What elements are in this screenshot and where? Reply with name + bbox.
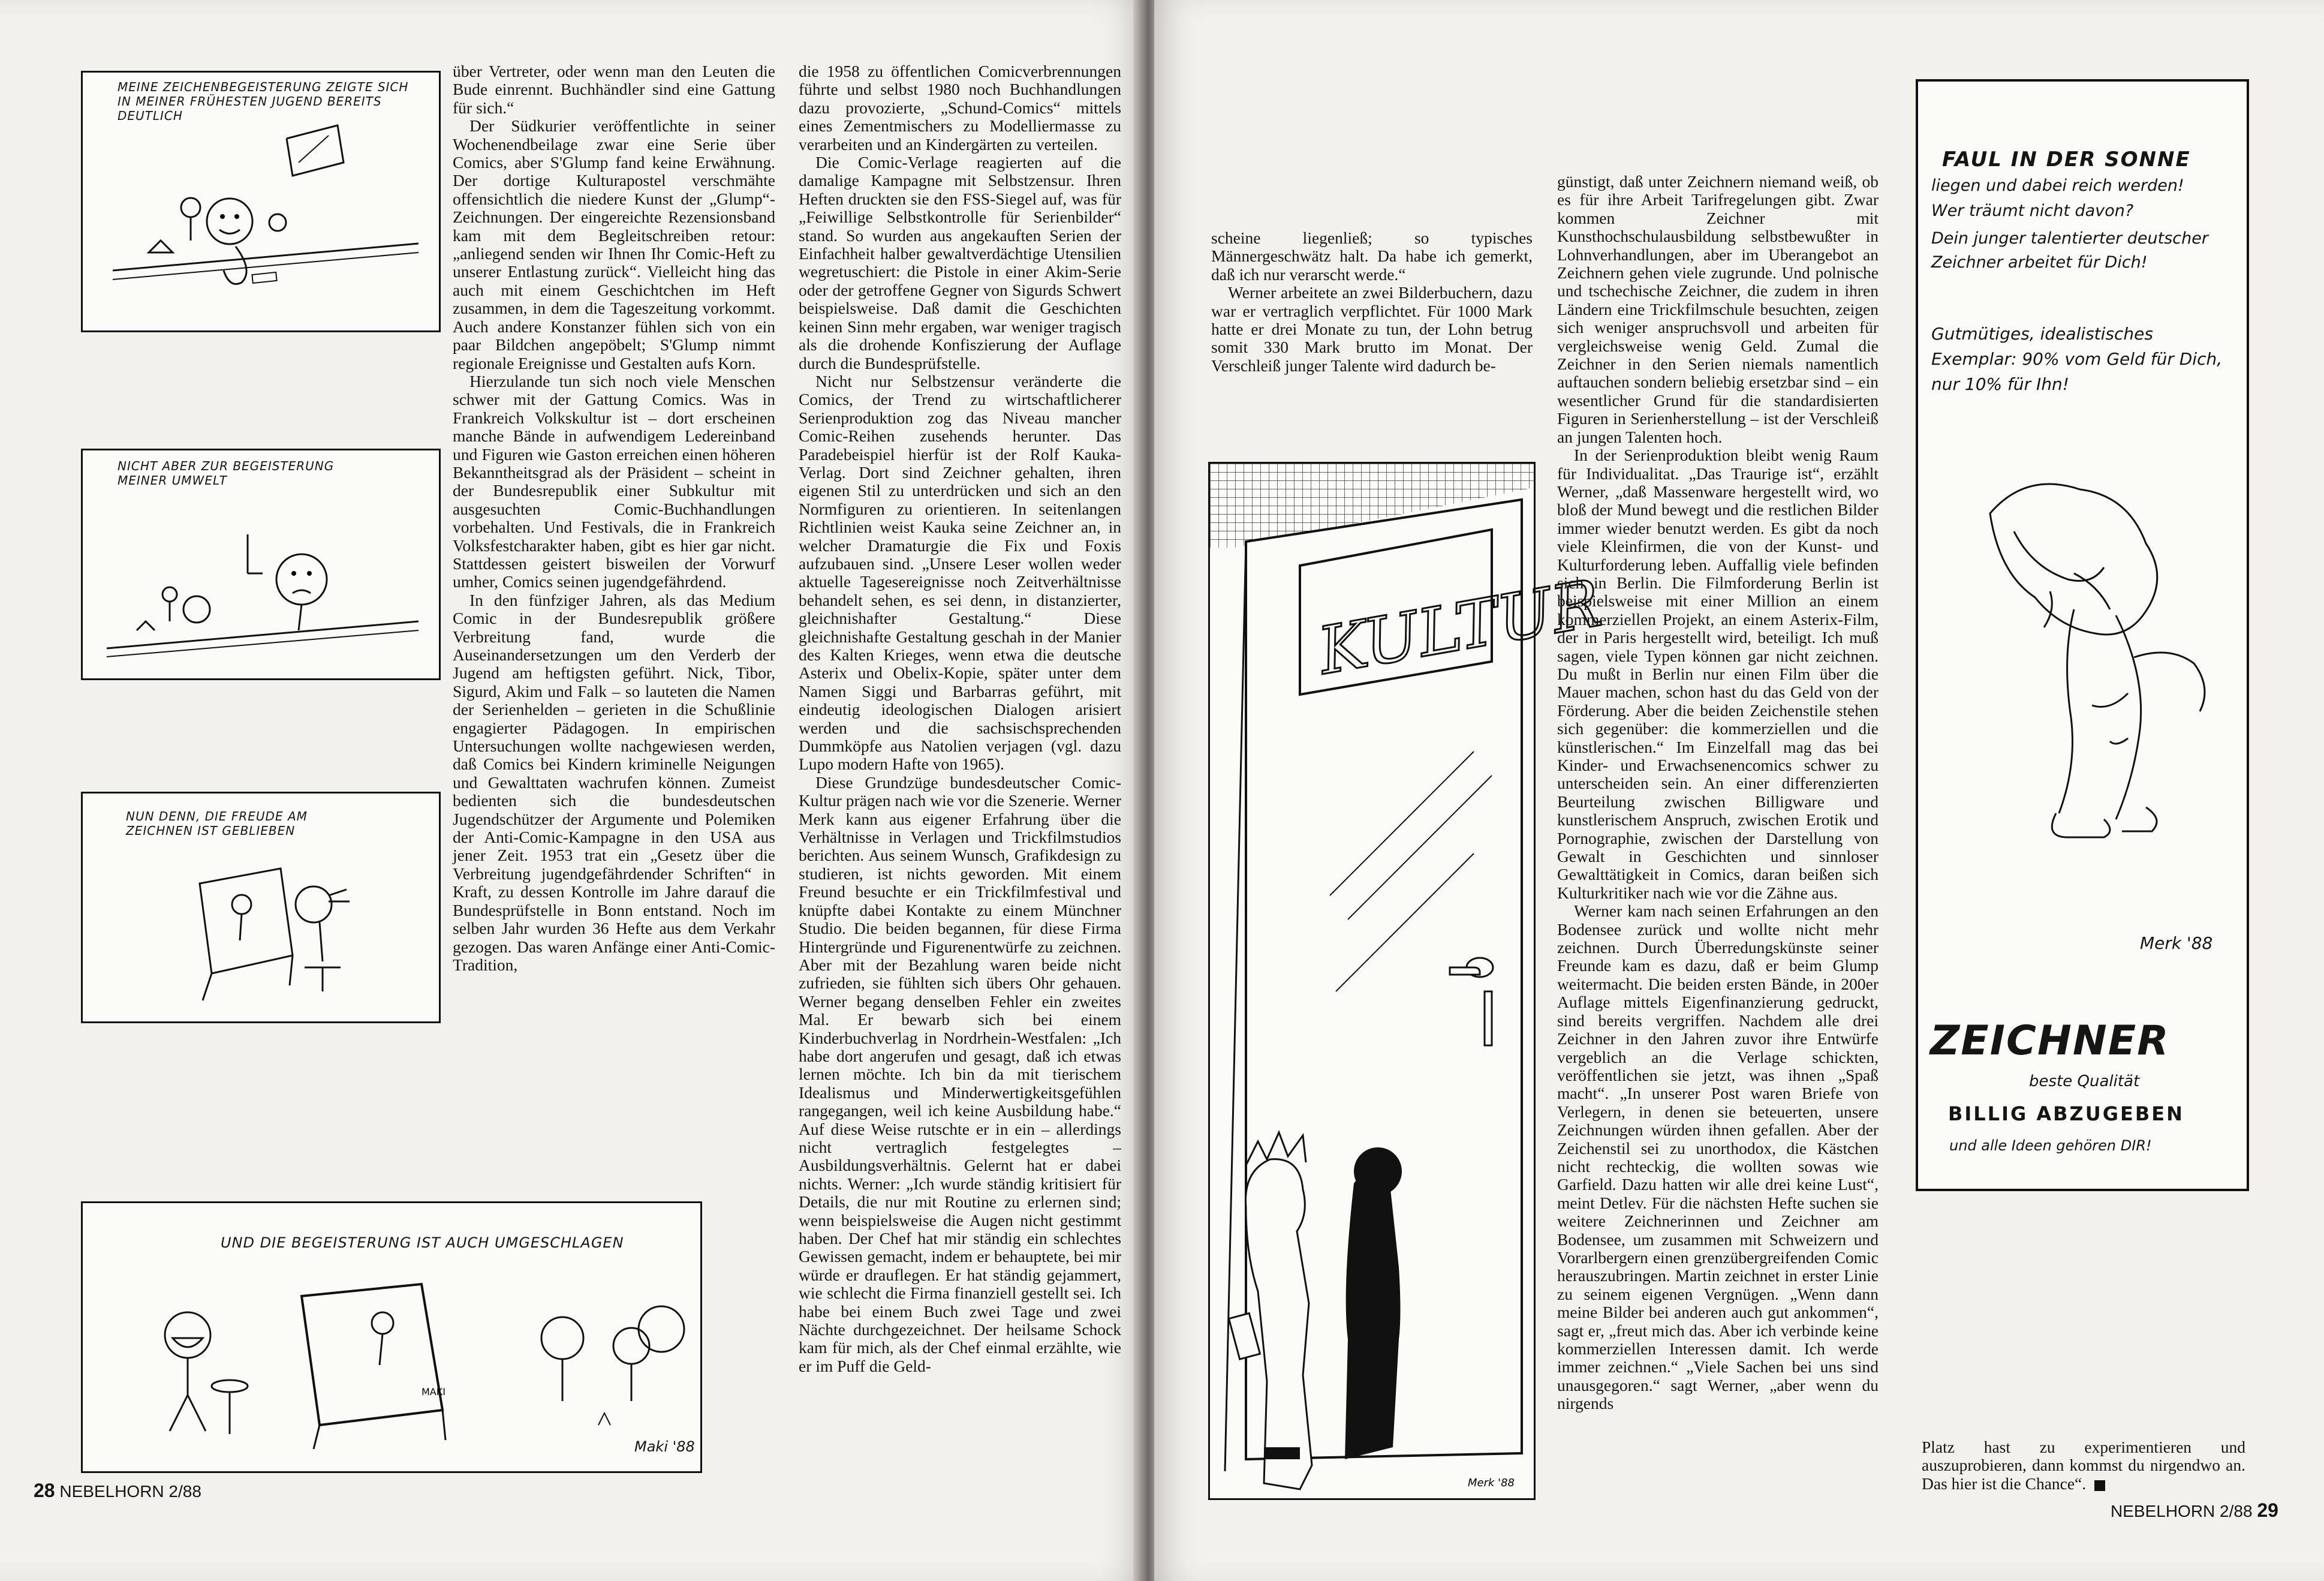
page-number-right: 29 xyxy=(2257,1499,2278,1521)
comic-panel-2 xyxy=(81,449,441,680)
col1-paragraph-3: Hierzulande tun sich noch viele Menschen schwer mit der Gattung Comics. Was in Frankreich Volkskultur ist – dort erscheinen manche Bände in aufwendigem Ledereinband und Figuren wie Gaston erreichen einen höheren Bekanntheitsgrad als der Präsident – scheint in der Bundesrepublik einer Subkultur mit ausgesuchten Comic-Buchhandlungen vorbehalten. Und Festivals, die in Frankreich Volksfestcharakter haben, gibt es hier gar nicht. Stattdessen geistert bisweilen der Vorwurf umher, Comics seinen jugendgefährdend. xyxy=(453,371,775,591)
comic-panel-4 xyxy=(81,1201,702,1473)
ad-line-2: liegen und dabei reich werden! xyxy=(1931,176,2184,195)
caption-1: MEINE ZEICHENBEGEISTERUNG ZEIGTE SICH IN MEINER FRÜHESTEN JUGEND BEREITS DEUTLICH xyxy=(118,80,409,123)
folio-issue-right: 2/88 xyxy=(2220,1502,2253,1520)
caption-2: NICHT ABER ZUR BEGEISTERUNG MEINER UMWELT xyxy=(118,459,335,488)
col2-paragraph-3: Nicht nur Selbstzensur veränderte die Comics, der Trend zu wirtschaftlicherer Serienproduktion zog das Niveau mancher Comic-Reihen zusehends herunter. Das Paradebeispiel hierfür ist der Rolf Kauka-Verlag. Dort sind Zeichner gehalten, ihren eigenen Stil zu unterdrücken und sich an den Normfiguren zu orientieren. In seitenlangen Richtlinien weist Kauka seine Zeichner an, in welcher Dramaturgie die Fix und Foxis aufzubauen sind. „Unsere Leser wollen weder aktuelle Tagesereignisse noch Zeitverhältnisse behandelt sehen, es sei denn, in distanzierter, gleichnishafter Gestaltung.“ Diese gleichnishafte Gestaltung geschah in der Manier des Kalten Krieges, wenn etwa die deutsche Asterix und Obelix-Kopie, später unter dem Namen Siggi und Barbarras geführt, mit eindeutig ideologischen Dialogen arisiert werden und die sachsischsprechenden Dummköpfe aus Natolien verjagen (vgl. dazu Lupo modern Hafte von 1965). xyxy=(799,371,1121,774)
panel-2-drawing xyxy=(83,450,439,678)
door-drawing xyxy=(1210,464,1607,1498)
col2-paragraph-1: die 1958 zu öffentlichen Comicverbrennungen führte und selbst 1980 noch Buchhandlungen dazu provozierte, „Schund-Comics“ mittels eines Zementmischers zu Modelliermasse zu verarbeiten und an Kindergärten zu verteilen. xyxy=(799,62,1121,154)
ad-headline: FAUL IN DER SONNE xyxy=(1942,148,2191,172)
door-signature: Merk '88 xyxy=(1468,1477,1515,1489)
article-column-1 xyxy=(453,62,775,1058)
ad-ideas: und alle Ideen gehören DIR! xyxy=(1949,1137,2152,1154)
panel-4-signature: Maki '88 xyxy=(634,1438,695,1455)
panel-1-drawing xyxy=(83,73,439,330)
col3-paragraph-2: Werner arbeitete an zwei Bilderbuchern, dazu war er vertraglich verpflichtet. Für 1000 Mark hatte er drei Monate zu tun, der Lohn betrug somit 330 Mark brutto im Monat. Der Verschleiß junger Talente wird dadurch be- xyxy=(1211,283,1533,375)
panel-4-label: MAKI xyxy=(422,1386,445,1397)
caption-3: NUN DENN, DIE FREUDE AM ZEICHNEN IST GEBLIEBEN xyxy=(126,809,308,838)
caption-4: UND DIE BEGEISTERUNG IST AUCH UMGESCHLAGEN xyxy=(221,1234,624,1251)
article-column-5 xyxy=(1922,1438,2245,1498)
folio-magazine-left: NEBELHORN xyxy=(59,1482,164,1501)
ad-line-5: Gutmütiges, idealistisches Exemplar: 90% vom Geld für Dich, nur 10% für Ihn! xyxy=(1931,324,2223,394)
col4-paragraph-1: günstigt, daß unter Zeichnern niemand weiß, ob es für ihre Arbeit Tarifregelungen gibt. Zwar kommen Zeichner mit Kunsthochschulausbildung selbstbewußter in Lohnverhandlungen, aber im Uberangebot an Zeichnern gehen viele zugrunde. Und polnische und tschechische Zeichner, die zudem in ihren Ländern eine Trickfilmschule besuchten, zeigen sich weniger anspruchsvoll und arbeiten für vergleichsweise wenig Geld. Zumal die Zeichner in den Serien niemals namentlich auftauchen sondern beliebig ersetzbar sind – ein wesentlicher Grund für die standardisierten Figuren in Serienherstellung – ist der Verschleiß an jungen Talenten hoch. xyxy=(1557,172,1879,446)
col2-paragraph-2: Die Comic-Verlage reagierten auf die damalige Kampagne mit Selbstzensur. Ihren Heften druckten sie den FSS-Siegel auf, was für „Feiwillige Selbstkontrolle für Serienbilder“ stand. So wurden aus angekauften Serien der Einfachheit halber gewaltverdächtige Utensilien wegretuschiert: die Pistole in einer Akim-Serie oder der getroffene Gegner von Sigurds Schwert beispielsweise. Daß damit die Geschichten keinen Sinn mehr ergaben, war weniger tragisch als die drohende Konfiszierung der Auflage durch die Bundesprüfstelle. xyxy=(799,153,1121,372)
col1-paragraph-1: über Vertreter, oder wenn man den Leuten die Bude einrennt. Buchhändler sind eine Gattung für sich.“ xyxy=(453,62,775,117)
article-column-2 xyxy=(799,62,1121,1497)
article-column-3 xyxy=(1211,229,1533,397)
ad-cheap: BILLIG ABZUGEBEN xyxy=(1948,1102,2184,1125)
ad-line-4: Dein junger talentierter deutscher Zeichner arbeitet für Dich! xyxy=(1931,229,2208,272)
ad-line-3: Wer träumt nicht davon? xyxy=(1931,202,2134,220)
zeichner-ad xyxy=(1916,79,2249,1191)
ad-big-word: ZEICHNER xyxy=(1930,1017,2170,1065)
left-page xyxy=(0,0,1142,1581)
left-folio xyxy=(34,1480,201,1502)
panel-4-drawing xyxy=(83,1203,700,1471)
panel-3-drawing xyxy=(83,793,439,1021)
col3-paragraph-1: scheine liegenließ; so typisches Männergeschwätz halt. Da habe ich gemerkt, daß ich nur verarscht werde.“ xyxy=(1211,229,1533,284)
ad-quality: beste Qualität xyxy=(2029,1072,2140,1090)
col1-paragraph-4: In den fünfziger Jahren, als das Medium Comic in der Bundesrepublik größere Verbreitung fand, wurde die Auseinandersetzungen um den Verderb der Jugend am heftigsten geführt. Nick, Tibor, Sigurd, Akim und Falk – so lauteten die Namen der Serienhelden – gerieten in die Schußlinie engagierter Pädagogen. In empirischen Untersuchungen wollte nachgewiesen werden, daß Comics bei Kindern kriminelle Neigungen und Gewalttaten wachrufen können. Zumeist bedienten sich die bundesdeutschen Jugendschützer der Argumente und Polemiken der Anti-Comic-Kampagne in den USA aus jener Zeit. 1953 trat ein „Gesetz über die Verbreitung jugendgefährdender Schriften“ in Kraft, zu dessen Kontrolle im Jahre darauf die Bundesprüfstelle in Bonn entstand. Noch im selben Jahr wurden 36 Hefte aus dem Verkahr gezogen. Das waren Anfänge einer Anti-Comic-Tradition, xyxy=(453,590,775,974)
comic-panel-3 xyxy=(81,792,441,1023)
door-sign-text: KULTUR xyxy=(1312,566,1607,690)
right-page xyxy=(1154,0,2324,1581)
page-number-left: 28 xyxy=(34,1480,55,1501)
ad-figure-drawing xyxy=(1918,477,2247,849)
right-folio xyxy=(2111,1499,2278,1522)
comic-panel-1 xyxy=(81,71,441,332)
col4-paragraph-3: Werner kam nach seinen Erfahrungen an den Bodensee zurück und wollte nicht mehr zeichnen. Durch Überredungskünste seiner Freunde kam es dazu, daß er beim Glump weitermacht. Die beiden ersten Bände, in 200er Auflage mittels Eigenfinanzierung gedruckt, sind bereits vergriffen. Nachdem alle drei Zeichner in den Jahren zuvor ihre Entwürfe vergeblich an die Verlage schickten, veröffentlichen sie jetzt, was ihnen „Spaß macht“. „In unserer Post waren Briefe von Verlegern, in denen sie beteuerten, unsere Zeichnungen würden ihnen gefallen. Aber der Zeichenstil sei zu unorthodox, die Kästchen nicht rechteckig, die wollten sowas wie Garfield. Dazu hatten wir alle drei keine Lust“, meint Detlev. Für die nächsten Hefte suchen sie weitere Zeichnerinnen und Zeichner am Bodensee, um zusammen mit Schweizern und Vorarlbergern einen grenzübergreifenden Comic herauszubringen. Martin zeichnet in erster Linie zu seinem eigenen Vergnügen. „Wenn dann meine Bilder bei anderen auch gut ankommen“, sagt er, „freut mich das. Aber ich verbinde keine kommerziellen Interessen damit. Ich werde immer zeichnen.“ „Viele Sachen bei uns sind unausgegoren.“ sagt Werner, „aber wenn du nirgends xyxy=(1557,901,1879,1413)
kultur-door-illustration xyxy=(1208,462,1607,1500)
ad-signature: Merk '88 xyxy=(2140,933,2213,953)
folio-issue-left: 2/88 xyxy=(168,1482,201,1501)
end-mark-icon xyxy=(2094,1480,2105,1491)
col4-paragraph-2: In der Serienproduktion bleibt wenig Raum für Individualitat. „Das Traurige ist“, erzählt Werner, „daß Massenware hergestellt wird, wo bloß der Mund bewegt und die restlichen Bilder immer wieder benutzt werden. Es gibt da noch viele Kleinfirmen, die von der Kunst- und Kulturforderung leben. Auffallig viele befinden sich in Berlin. Die Filmforderung Berlin ist beispielsweise mit einer Million an einem kommerziellen Projekt, an einem Asterix-Film, der in Paris hergestellt wird, beteiligt. Ich muß sagen, viele Typen können gar nicht zeichnen. Du mußt in Berlin nur einen Film über die Mauer machen, schon hast du das Geld von der Förderung. Aber die beiden Zeichenstile stehen sich gegenüber: die kommerziellen und die künstlerischen.“ Im Einzelfall mag das bei Kinder- und Erwachsenencomics schwer zu unterscheiden sein. An einer differenzierten Beurteilung zwischen Billigware und kunstlerischem Anspruch, zwischen Erotik und Pornographie, zwischen der Darstellung von Gewalt in Geschichten und sinnloser Gewalttätigkeit in Comics, daran beißen sich Kulturkritiker nach wie vor die Zähne aus. xyxy=(1557,446,1879,902)
col1-paragraph-2: Der Südkurier veröffentlichte in seiner Wochenendbeilage zwar eine Serie über Comics, aber S'Glump fand keine Erwähnung. Der dortige Kulturapostel verschmähte offensichtlich die niedere Kunst der „Glump“-Zeichnungen. Der eingereichte Rezensionsband kam mit dem Begleitschreiben retour: „anliegend senden wir Ihnen Ihr Comic-Heft zu unserer Entlastung zurück“. Vielleicht hing das auch mit einem Geschichtchen im Heft zusammen, in dem die Tageszeitung vorkommt. Auch andere Konstanzer fühlen sich von ein paar Bildchen angepöbelt; S'Glump nimmt regionale Ereignisse und Gestalten aufs Korn. xyxy=(453,116,775,372)
col2-paragraph-4: Diese Grundzüge bundesdeutscher Comic-Kultur prägen nach wie vor die Szenerie. Werner Merk kann aus eigener Erfahrung über die Verhältnisse in Verlagen und Trickfilmstudios berichten. Aus seinem Wunsch, Grafikdesign zu studieren, ist nichts geworden. Mit einem Freund besuchte er ein Trickfilmfestival und knüpfte dabei Kontakte zu einem Münchner Studio. Die beiden begannen, für diese Firma Hintergründe und Figurenentwürfe zu zeichnen. Aber mit der Bezahlung waren beide nicht zufrieden, sie fühlten sich übers Ohr gehauen. Werner begang denselben Fehler ein zweites Mal. Er bewarb sich bei einem Kinderbuchverlag in Nordrhein-Westfalen: „Ich habe dort angerufen und gesagt, daß ich etwas lernen möchte. Ich bin da mit tierischem Idealismus und Minderwertigkeitsgefühlen rangegangen, weil ich keine Ausbildung habe.“ Auf diese Weise rutschte er in ein – allerdings nicht vertraglich festgelegtes – Ausbildungsverhältnis. Gelernt hat er dabei nichts. Werner: „Ich wurde ständig kritisiert für Details, die nur mit Routine zu erlernen sind; wenn beispielsweise die Augen nicht gestimmt haben. Der Chef hat mir ständig ein schlechtes Gewissen gemacht, indem er behauptete, bei mir würde er drauflegen. Er hat ständig gejammert, wie schlecht die Firma finanziell gestellt sei. Ich habe bei einem Buch zwei Tage und zwei Nächte durchgezeichnet. Der heilsame Schock kam für mich, als der Chef einmal erzählte, wie er im Puff die Geld- xyxy=(799,773,1121,1375)
article-column-4 xyxy=(1557,173,1879,1498)
folio-magazine-right: NEBELHORN xyxy=(2111,1502,2215,1520)
col5-paragraph: Platz hast zu experimentieren und auszuprobieren, dann kommst du nirgendwo an. Das hier ist die Chance“. xyxy=(1922,1438,2245,1493)
